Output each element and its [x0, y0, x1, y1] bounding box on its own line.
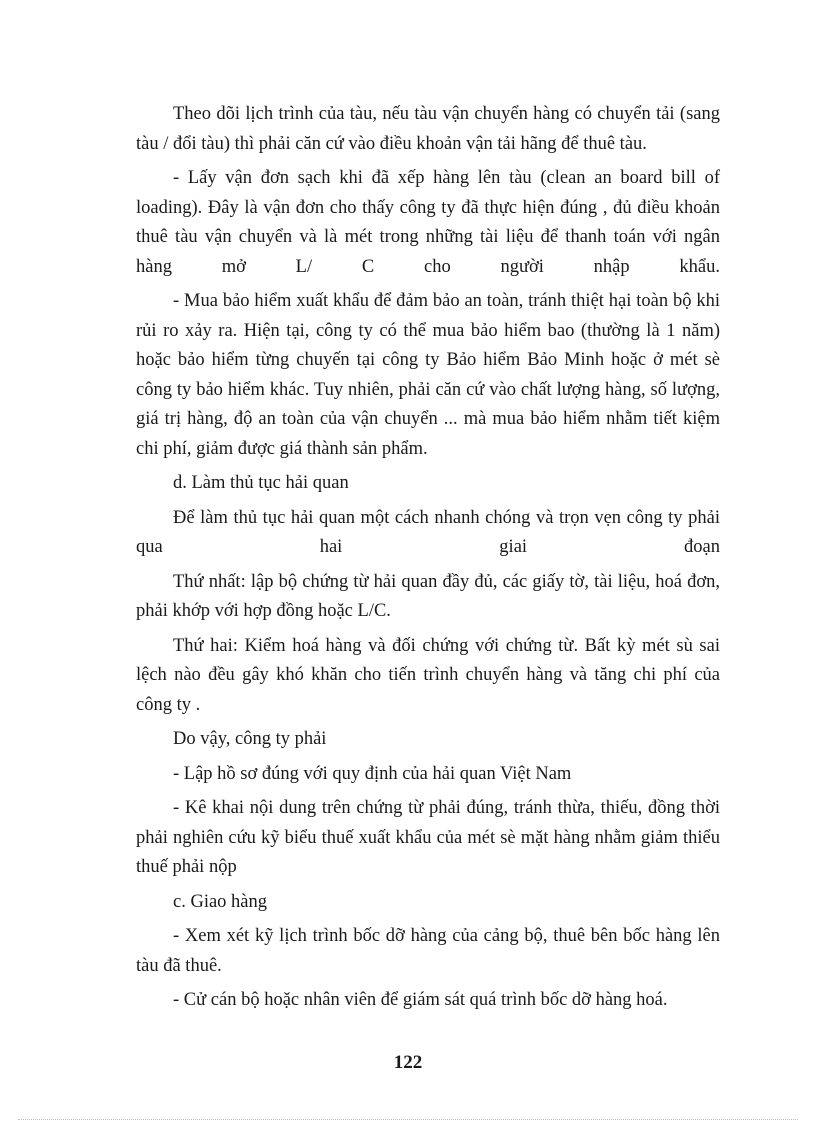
paragraph-loading-schedule: - Xem xét kỹ lịch trình bốc dỡ hàng của cảng bộ, thuê bên bốc hàng lên tàu đã thuê.	[136, 926, 720, 976]
section-heading-customs: d. Làm thủ tục hải quan	[173, 473, 349, 493]
paragraph-customs-intro: Để làm thủ tục hải quan một cách nhanh chóng và trọn vẹn công ty phải qua hai giai đoạn	[136, 507, 720, 557]
section-heading-delivery: c. Giao hàng	[173, 891, 268, 912]
paragraph-declare-content: - Kê khai nội dung trên chứng từ phải đúng, tránh thừa, thiếu, đồng thời phải nghiên cứu kỹ biểu thuế xuất khẩu của mét sè mặt hàng nhằm giảm thiểu thuế phải nộp	[136, 798, 720, 877]
paragraph-supervise-loading: - Cử cán bộ hoặc nhân viên để giám sát quá trình bốc dỡ hàng hoá.	[173, 990, 668, 1010]
paragraph-therefore: Do vậy, công ty phải	[173, 729, 327, 749]
paragraph-export-insurance: - Mua bảo hiểm xuất khẩu để đảm bảo an toàn, tránh thiệt hại toàn bộ khi rủi ro xảy ra. Hiện tại, công ty có thể mua bảo hiểm bao (thường là 1 năm) hoặc bảo hiểm từng chuyến tại công ty Bảo hiểm Bảo Minh hoặc ở mét sè công ty bảo hiểm khác. Tuy nhiên, phải căn cứ vào chất lượng hàng, số lượng, giá trị hàng, độ an toàn của vận chuyển ... mà mua bảo hiểm nhằm tiết kiệm chi phí, giảm được giá thành sản phẩm.	[136, 291, 720, 459]
paragraph-clean-bill-of-lading: - Lấy vận đơn sạch khi đã xếp hàng lên tàu (clean an board bill of loading). Đây là vận đơn cho thấy công ty đã thực hiện đúng , đủ điều khoản thuê tàu vận chuyển và là mét trong những tài liệu để thanh toán với ngân hàng mở L/ C cho người nhập khẩu.	[136, 168, 720, 277]
paragraph-transshipment: Theo dõi lịch trình của tàu, nếu tàu vận chuyển hàng có chuyển tải (sang tàu / đổi tàu) thì phải căn cứ vào điều khoản vận tải hãng để thuê tàu.	[136, 104, 720, 154]
text-body	[136, 100, 720, 1021]
paragraph-prepare-dossier: - Lập hồ sơ đúng với quy định của hải quan Việt Nam	[173, 763, 572, 784]
page-bottom-divider	[18, 1119, 798, 1120]
paragraph-customs-step-one: Thứ nhất: lập bộ chứng từ hải quan đầy đủ, các giấy tờ, tài liệu, hoá đơn, phải khớp với hợp đồng hoặc L/C.	[136, 571, 720, 621]
page-number: 122	[393, 1052, 423, 1073]
paragraph-customs-step-two: Thứ hai: Kiểm hoá hàng và đối chứng với chứng từ. Bất kỳ mét sù sai lệch nào đều gây khó khăn cho tiến trình chuyển hàng và tăng chi phí của công ty .	[136, 635, 720, 715]
